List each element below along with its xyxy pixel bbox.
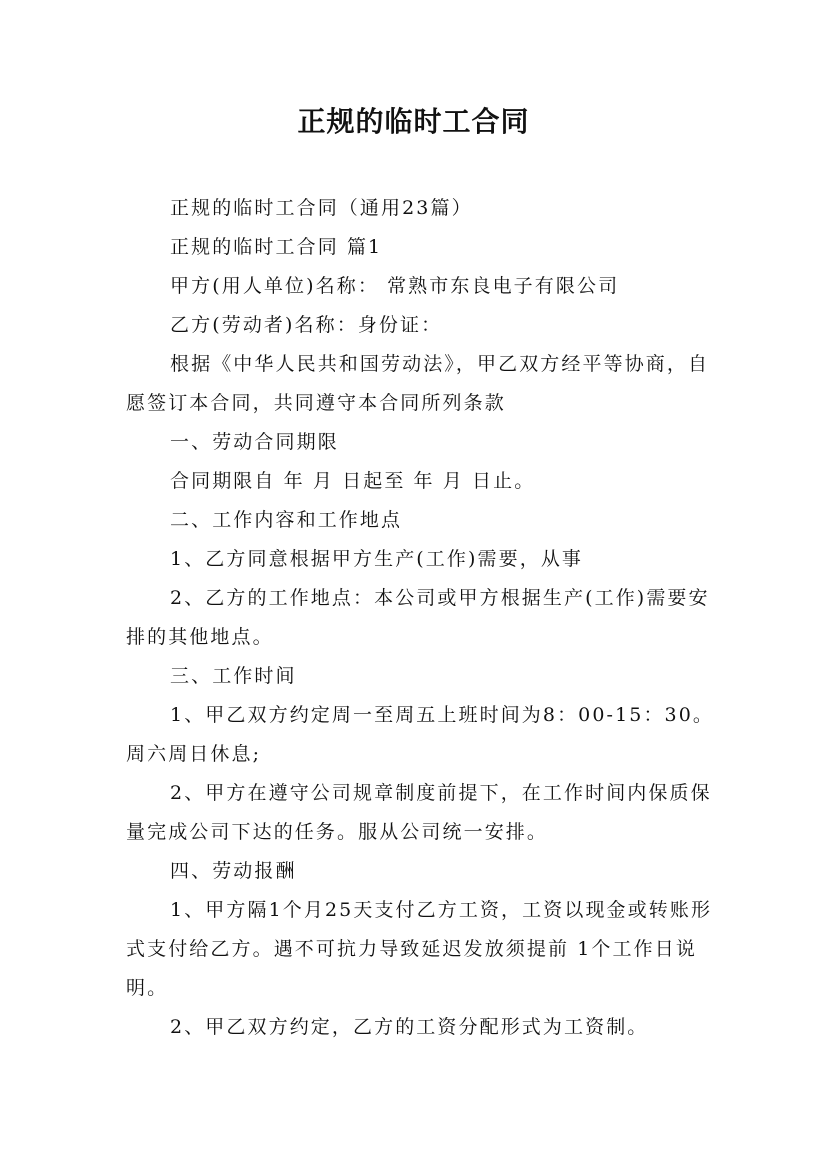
paragraph-section-heading: 正规的临时工合同 篇1 <box>170 236 383 258</box>
paragraph-term: 合同期限自 年 月 日起至 年 月 日止。 <box>170 470 536 492</box>
document-body <box>126 189 716 1047</box>
paragraph-party-b: 乙方(劳动者)名称：身份证： <box>170 314 443 336</box>
paragraph-hours-2: 2、甲方在遵守公司规章制度前提下，在工作时间内保质保量完成公司下达的任务。服从公司统一安排。 <box>126 782 712 843</box>
paragraph-heading-hours: 三、工作时间 <box>170 665 297 687</box>
paragraph-heading-term: 一、劳动合同期限 <box>170 431 339 453</box>
paragraph-work-2: 2、乙方的工作地点：本公司或甲方根据生产(工作)需要安排的其他地点。 <box>126 587 710 648</box>
paragraph-party-a: 甲方(用人单位)名称： 常熟市东良电子有限公司 <box>170 275 620 297</box>
document-title: 正规的临时工合同 <box>297 105 530 138</box>
paragraph-heading-work: 二、工作内容和工作地点 <box>170 509 403 531</box>
paragraph-subtitle: 正规的临时工合同（通用23篇） <box>170 197 473 219</box>
paragraph-pay-1: 1、甲方隔1个月25天支付乙方工资，工资以现金或转账形式支付给乙方。遇不可抗力导致延迟发放须提前 1个工作日说明。 <box>126 899 713 999</box>
paragraph-pay-2: 2、甲乙双方约定，乙方的工资分配形式为工资制。 <box>170 1016 649 1038</box>
paragraph-hours-1: 1、甲乙双方约定周一至周五上班时间为8：00-15：30。周六周日休息; <box>126 704 715 765</box>
paragraph-heading-pay: 四、劳动报酬 <box>170 860 297 882</box>
paragraph-preamble: 根据《中华人民共和国劳动法》，甲乙双方经平等协商，自愿签订本合同，共同遵守本合同所列条款 <box>126 353 710 414</box>
paragraph-work-1: 1、乙方同意根据甲方生产(工作)需要，从事 <box>170 548 584 570</box>
